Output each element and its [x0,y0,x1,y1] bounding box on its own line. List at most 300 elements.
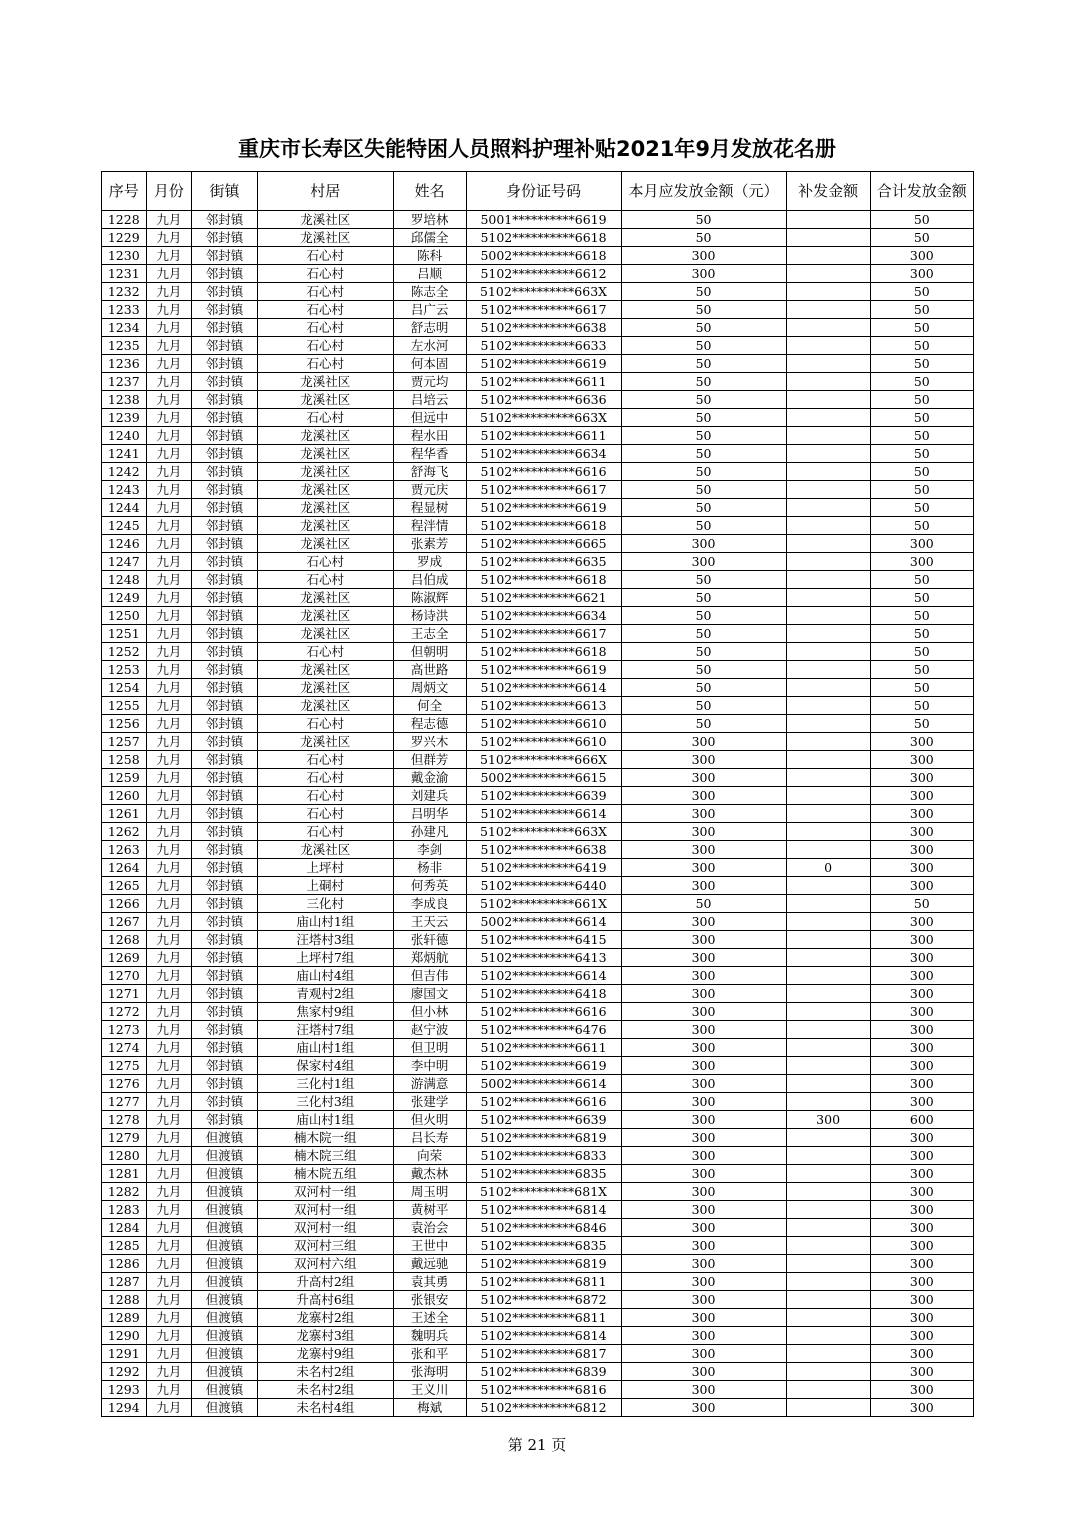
total-amount-cell: 300 [870,1219,973,1237]
month-cell: 九月 [146,643,192,661]
name-cell: 赵宁波 [393,1021,466,1039]
table-row [102,931,974,949]
table-row [102,1183,974,1201]
supplement-cell [786,301,870,319]
month-cell: 九月 [146,247,192,265]
total-amount-cell: 50 [870,895,973,913]
serial-cell: 1277 [102,1093,147,1111]
name-cell: 贾元均 [393,373,466,391]
name-cell: 程泮情 [393,517,466,535]
table-row [102,1147,974,1165]
town-cell: 邻封镇 [192,301,258,319]
month-cell: 九月 [146,1147,192,1165]
table-row [102,985,974,1003]
total-amount-cell: 300 [870,1057,973,1075]
supplement-cell [786,697,870,715]
monthly-amount-cell: 300 [621,931,786,949]
monthly-amount-cell: 300 [621,1363,786,1381]
serial-cell: 1279 [102,1129,147,1147]
total-amount-cell: 300 [870,553,973,571]
table-row [102,1201,974,1219]
id-number-cell: 5102**********6611 [466,427,621,445]
supplement-cell [786,823,870,841]
table-row [102,571,974,589]
serial-cell: 1270 [102,967,147,985]
village-cell: 汪塔村3组 [257,931,393,949]
table-row [102,499,974,517]
town-cell: 但渡镇 [192,1291,258,1309]
column-header: 村居 [257,172,393,211]
name-cell: 但朝明 [393,643,466,661]
table-row [102,391,974,409]
id-number-cell: 5102**********6811 [466,1273,621,1291]
name-cell: 陈志全 [393,283,466,301]
serial-cell: 1242 [102,463,147,481]
monthly-amount-cell: 50 [621,445,786,463]
id-number-cell: 5102**********6413 [466,949,621,967]
table-body [102,211,974,1417]
id-number-cell: 5002**********6615 [466,769,621,787]
village-cell: 汪塔村7组 [257,1021,393,1039]
serial-cell: 1260 [102,787,147,805]
town-cell: 邻封镇 [192,1111,258,1129]
id-number-cell: 5102**********6621 [466,589,621,607]
month-cell: 九月 [146,337,192,355]
column-header: 合计发放金额 [870,172,973,211]
village-cell: 石心村 [257,769,393,787]
month-cell: 九月 [146,1255,192,1273]
id-number-cell: 5102**********6610 [466,715,621,733]
name-cell: 高世路 [393,661,466,679]
id-number-cell: 5102**********6816 [466,1381,621,1399]
table-row [102,1399,974,1417]
village-cell: 石心村 [257,787,393,805]
total-amount-cell: 50 [870,229,973,247]
table-row [102,769,974,787]
monthly-amount-cell: 300 [621,1219,786,1237]
table-row [102,1255,974,1273]
month-cell: 九月 [146,625,192,643]
monthly-amount-cell: 50 [621,661,786,679]
monthly-amount-cell: 300 [621,1021,786,1039]
month-cell: 九月 [146,355,192,373]
table-row [102,1327,974,1345]
id-number-cell: 5102**********6846 [466,1219,621,1237]
name-cell: 周炳文 [393,679,466,697]
month-cell: 九月 [146,1291,192,1309]
monthly-amount-cell: 300 [621,1381,786,1399]
table-row [102,427,974,445]
total-amount-cell: 50 [870,679,973,697]
supplement-cell [786,877,870,895]
column-header: 月份 [146,172,192,211]
supplement-cell [786,1363,870,1381]
page-number: 第 21 页 [507,1436,567,1454]
monthly-amount-cell: 50 [621,427,786,445]
total-amount-cell: 50 [870,391,973,409]
name-cell: 孙建凡 [393,823,466,841]
monthly-amount-cell: 300 [621,841,786,859]
table-row [102,895,974,913]
month-cell: 九月 [146,913,192,931]
supplement-cell [786,283,870,301]
serial-cell: 1237 [102,373,147,391]
village-cell: 双河村一组 [257,1201,393,1219]
supplement-cell [786,1147,870,1165]
total-amount-cell: 300 [870,733,973,751]
month-cell: 九月 [146,985,192,1003]
village-cell: 青观村2组 [257,985,393,1003]
village-cell: 上坪村 [257,859,393,877]
month-cell: 九月 [146,319,192,337]
table-row [102,463,974,481]
village-cell: 焦家村9组 [257,1003,393,1021]
serial-cell: 1231 [102,265,147,283]
serial-cell: 1284 [102,1219,147,1237]
total-amount-cell: 300 [870,1399,973,1417]
name-cell: 吕广云 [393,301,466,319]
village-cell: 龙寨村2组 [257,1309,393,1327]
serial-cell: 1259 [102,769,147,787]
id-number-cell: 5102**********6638 [466,319,621,337]
town-cell: 邻封镇 [192,643,258,661]
total-amount-cell: 50 [870,625,973,643]
total-amount-cell: 300 [870,769,973,787]
supplement-cell [786,481,870,499]
name-cell: 陈淑辉 [393,589,466,607]
town-cell: 但渡镇 [192,1309,258,1327]
name-cell: 刘建兵 [393,787,466,805]
month-cell: 九月 [146,301,192,319]
village-cell: 龙溪社区 [257,463,393,481]
town-cell: 但渡镇 [192,1129,258,1147]
town-cell: 邻封镇 [192,967,258,985]
monthly-amount-cell: 300 [621,1399,786,1417]
total-amount-cell: 50 [870,427,973,445]
total-amount-cell: 50 [870,697,973,715]
supplement-cell [786,391,870,409]
village-cell: 双河村三组 [257,1237,393,1255]
name-cell: 戴金渝 [393,769,466,787]
town-cell: 邻封镇 [192,733,258,751]
village-cell: 龙溪社区 [257,373,393,391]
table-row [102,283,974,301]
serial-cell: 1243 [102,481,147,499]
table-row [102,1021,974,1039]
monthly-amount-cell: 300 [621,1237,786,1255]
supplement-cell [786,607,870,625]
month-cell: 九月 [146,283,192,301]
serial-cell: 1268 [102,931,147,949]
serial-cell: 1239 [102,409,147,427]
serial-cell: 1257 [102,733,147,751]
month-cell: 九月 [146,391,192,409]
monthly-amount-cell: 300 [621,985,786,1003]
supplement-cell [786,661,870,679]
id-number-cell: 5102**********6419 [466,859,621,877]
id-number-cell: 5102**********6616 [466,1093,621,1111]
name-cell: 罗培林 [393,211,466,229]
supplement-cell [786,1057,870,1075]
village-cell: 保家村4组 [257,1057,393,1075]
supplement-cell [786,1237,870,1255]
village-cell: 石心村 [257,283,393,301]
village-cell: 石心村 [257,805,393,823]
month-cell: 九月 [146,1327,192,1345]
town-cell: 邻封镇 [192,913,258,931]
total-amount-cell: 300 [870,1327,973,1345]
name-cell: 王世中 [393,1237,466,1255]
town-cell: 邻封镇 [192,715,258,733]
village-cell: 庙山村1组 [257,913,393,931]
serial-cell: 1251 [102,625,147,643]
total-amount-cell: 300 [870,1147,973,1165]
monthly-amount-cell: 300 [621,1147,786,1165]
id-number-cell: 5102**********6835 [466,1165,621,1183]
month-cell: 九月 [146,1003,192,1021]
monthly-amount-cell: 300 [621,877,786,895]
town-cell: 邻封镇 [192,445,258,463]
village-cell: 龙溪社区 [257,841,393,859]
month-cell: 九月 [146,1345,192,1363]
supplement-cell [786,265,870,283]
name-cell: 袁治会 [393,1219,466,1237]
name-cell: 杨非 [393,859,466,877]
town-cell: 邻封镇 [192,535,258,553]
serial-cell: 1266 [102,895,147,913]
village-cell: 石心村 [257,301,393,319]
village-cell: 龙溪社区 [257,499,393,517]
monthly-amount-cell: 300 [621,1273,786,1291]
monthly-amount-cell: 50 [621,337,786,355]
supplement-cell [786,571,870,589]
month-cell: 九月 [146,733,192,751]
village-cell: 三化村 [257,895,393,913]
id-number-cell: 5102**********6415 [466,931,621,949]
serial-cell: 1263 [102,841,147,859]
month-cell: 九月 [146,859,192,877]
name-cell: 但火明 [393,1111,466,1129]
month-cell: 九月 [146,931,192,949]
supplement-cell [786,1219,870,1237]
serial-cell: 1264 [102,859,147,877]
table-row [102,1039,974,1057]
month-cell: 九月 [146,265,192,283]
id-number-cell: 5102**********6819 [466,1129,621,1147]
monthly-amount-cell: 300 [621,535,786,553]
total-amount-cell: 300 [870,535,973,553]
month-cell: 九月 [146,715,192,733]
serial-cell: 1294 [102,1399,147,1417]
monthly-amount-cell: 300 [621,1255,786,1273]
town-cell: 邻封镇 [192,427,258,445]
table-row [102,1057,974,1075]
supplement-cell: 300 [786,1111,870,1129]
name-cell: 廖国文 [393,985,466,1003]
id-number-cell: 5102**********6618 [466,229,621,247]
name-cell: 王天云 [393,913,466,931]
table-row [102,319,974,337]
id-number-cell: 5102**********6614 [466,967,621,985]
name-cell: 袁其勇 [393,1273,466,1291]
id-number-cell: 5002**********6614 [466,1075,621,1093]
column-header: 序号 [102,172,147,211]
monthly-amount-cell: 50 [621,679,786,697]
name-cell: 向荣 [393,1147,466,1165]
total-amount-cell: 50 [870,481,973,499]
supplement-cell [786,787,870,805]
monthly-amount-cell: 50 [621,481,786,499]
table-row [102,1129,974,1147]
table-row [102,607,974,625]
id-number-cell: 5102**********6619 [466,355,621,373]
total-amount-cell: 50 [870,463,973,481]
id-number-cell: 5102**********6618 [466,571,621,589]
table-row [102,211,974,229]
monthly-amount-cell: 300 [621,1165,786,1183]
month-cell: 九月 [146,1129,192,1147]
serial-cell: 1245 [102,517,147,535]
village-cell: 石心村 [257,409,393,427]
name-cell: 陈科 [393,247,466,265]
town-cell: 邻封镇 [192,679,258,697]
village-cell: 上硐村 [257,877,393,895]
village-cell: 石心村 [257,553,393,571]
name-cell: 舒志明 [393,319,466,337]
id-number-cell: 5102**********6613 [466,697,621,715]
supplement-cell [786,751,870,769]
town-cell: 邻封镇 [192,877,258,895]
serial-cell: 1271 [102,985,147,1003]
supplement-cell [786,1039,870,1057]
name-cell: 张轩德 [393,931,466,949]
month-cell: 九月 [146,517,192,535]
serial-cell: 1258 [102,751,147,769]
monthly-amount-cell: 300 [621,733,786,751]
table-row [102,859,974,877]
month-cell: 九月 [146,229,192,247]
table-row [102,643,974,661]
name-cell: 罗兴木 [393,733,466,751]
town-cell: 但渡镇 [192,1399,258,1417]
serial-cell: 1235 [102,337,147,355]
month-cell: 九月 [146,1309,192,1327]
month-cell: 九月 [146,445,192,463]
village-cell: 龙溪社区 [257,607,393,625]
town-cell: 邻封镇 [192,823,258,841]
total-amount-cell: 300 [870,1129,973,1147]
id-number-cell: 5102**********6619 [466,499,621,517]
supplement-cell [786,1255,870,1273]
town-cell: 邻封镇 [192,895,258,913]
supplement-cell [786,535,870,553]
total-amount-cell: 300 [870,931,973,949]
monthly-amount-cell: 300 [621,913,786,931]
serial-cell: 1252 [102,643,147,661]
id-number-cell: 5102**********6872 [466,1291,621,1309]
month-cell: 九月 [146,1183,192,1201]
village-cell: 龙溪社区 [257,679,393,697]
town-cell: 邻封镇 [192,229,258,247]
serial-cell: 1247 [102,553,147,571]
monthly-amount-cell: 300 [621,265,786,283]
month-cell: 九月 [146,1111,192,1129]
month-cell: 九月 [146,877,192,895]
supplement-cell [786,211,870,229]
id-number-cell: 5102**********6817 [466,1345,621,1363]
table-row [102,337,974,355]
monthly-amount-cell: 300 [621,787,786,805]
town-cell: 邻封镇 [192,841,258,859]
village-cell: 龙溪社区 [257,445,393,463]
total-amount-cell: 300 [870,967,973,985]
id-number-cell: 5102**********6476 [466,1021,621,1039]
serial-cell: 1292 [102,1363,147,1381]
month-cell: 九月 [146,463,192,481]
monthly-amount-cell: 50 [621,391,786,409]
town-cell: 邻封镇 [192,481,258,499]
name-cell: 罗成 [393,553,466,571]
monthly-amount-cell: 300 [621,1003,786,1021]
id-number-cell: 5102**********6635 [466,553,621,571]
roster-table [101,171,974,1417]
serial-cell: 1256 [102,715,147,733]
village-cell: 龙溪社区 [257,229,393,247]
supplement-cell [786,1183,870,1201]
monthly-amount-cell: 50 [621,229,786,247]
total-amount-cell: 300 [870,913,973,931]
total-amount-cell: 300 [870,1363,973,1381]
village-cell: 龙溪社区 [257,427,393,445]
month-cell: 九月 [146,481,192,499]
supplement-cell [786,445,870,463]
village-cell: 龙溪社区 [257,535,393,553]
table-row [102,1219,974,1237]
town-cell: 邻封镇 [192,1039,258,1057]
town-cell: 邻封镇 [192,787,258,805]
serial-cell: 1293 [102,1381,147,1399]
monthly-amount-cell: 300 [621,949,786,967]
serial-cell: 1278 [102,1111,147,1129]
table-row [102,1111,974,1129]
month-cell: 九月 [146,769,192,787]
month-cell: 九月 [146,571,192,589]
town-cell: 邻封镇 [192,319,258,337]
name-cell: 张建学 [393,1093,466,1111]
month-cell: 九月 [146,553,192,571]
supplement-cell [786,1345,870,1363]
monthly-amount-cell: 300 [621,1093,786,1111]
table-header-row [102,172,974,211]
total-amount-cell: 50 [870,283,973,301]
town-cell: 邻封镇 [192,931,258,949]
total-amount-cell: 300 [870,1075,973,1093]
monthly-amount-cell: 50 [621,715,786,733]
serial-cell: 1287 [102,1273,147,1291]
serial-cell: 1272 [102,1003,147,1021]
month-cell: 九月 [146,1219,192,1237]
town-cell: 邻封镇 [192,985,258,1003]
id-number-cell: 5102**********663X [466,823,621,841]
town-cell: 但渡镇 [192,1237,258,1255]
village-cell: 石心村 [257,823,393,841]
table-row [102,913,974,931]
name-cell: 程志德 [393,715,466,733]
table-row [102,823,974,841]
town-cell: 但渡镇 [192,1363,258,1381]
supplement-cell [786,1399,870,1417]
name-cell: 但小林 [393,1003,466,1021]
